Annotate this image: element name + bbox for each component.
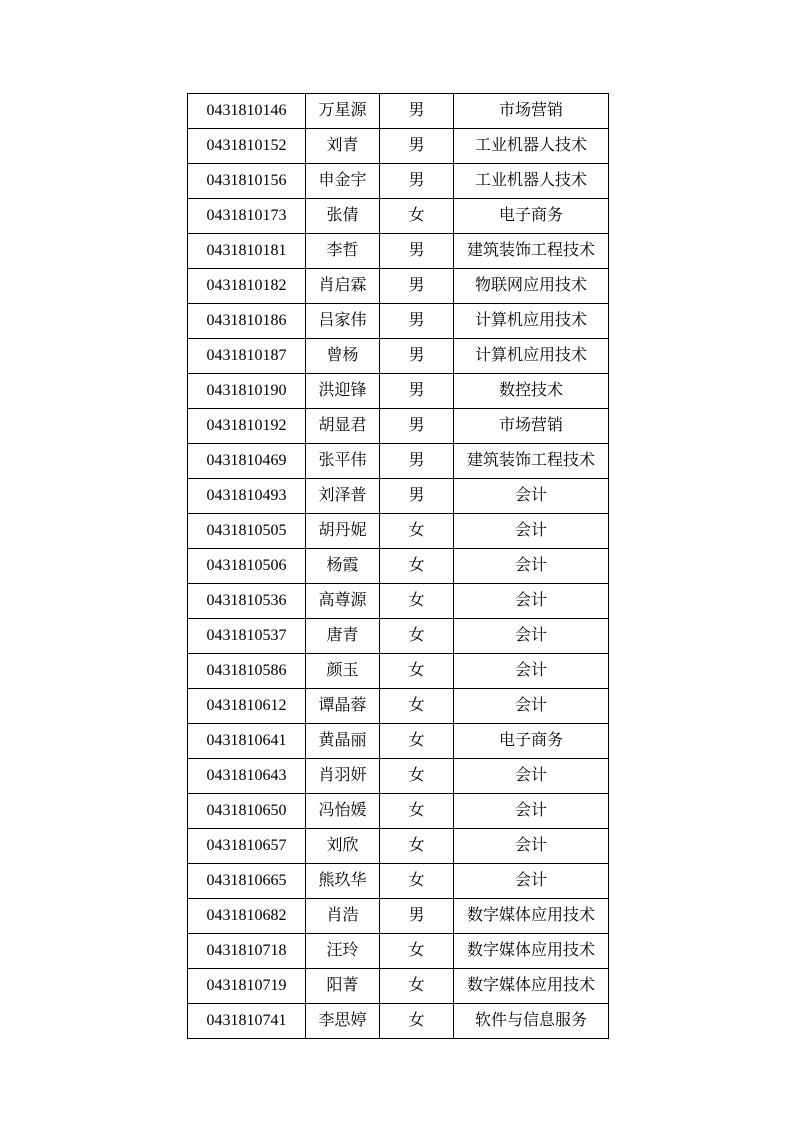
cell-name: 曾杨 <box>306 339 380 374</box>
cell-gender: 女 <box>380 619 454 654</box>
cell-major: 数字媒体应用技术 <box>454 969 609 1004</box>
cell-name: 张倩 <box>306 199 380 234</box>
cell-major: 会计 <box>454 864 609 899</box>
cell-gender: 女 <box>380 1004 454 1039</box>
cell-major: 建筑装饰工程技术 <box>454 444 609 479</box>
cell-name: 谭晶蓉 <box>306 689 380 724</box>
cell-name: 阳菁 <box>306 969 380 1004</box>
cell-student-id: 0431810156 <box>188 164 306 199</box>
cell-major: 市场营销 <box>454 409 609 444</box>
cell-gender: 女 <box>380 549 454 584</box>
cell-major: 建筑装饰工程技术 <box>454 234 609 269</box>
cell-name: 洪迎锋 <box>306 374 380 409</box>
cell-major: 会计 <box>454 829 609 864</box>
cell-gender: 女 <box>380 864 454 899</box>
cell-gender: 男 <box>380 339 454 374</box>
cell-student-id: 0431810650 <box>188 794 306 829</box>
cell-name: 刘泽普 <box>306 479 380 514</box>
cell-gender: 女 <box>380 199 454 234</box>
table-row <box>188 549 609 584</box>
cell-major: 会计 <box>454 759 609 794</box>
cell-student-id: 0431810173 <box>188 199 306 234</box>
table-row <box>188 199 609 234</box>
cell-gender: 男 <box>380 129 454 164</box>
cell-student-id: 0431810186 <box>188 304 306 339</box>
cell-gender: 女 <box>380 654 454 689</box>
table-row <box>188 164 609 199</box>
cell-name: 熊玖华 <box>306 864 380 899</box>
cell-name: 张平伟 <box>306 444 380 479</box>
cell-name: 申金宇 <box>306 164 380 199</box>
cell-major: 工业机器人技术 <box>454 164 609 199</box>
cell-student-id: 0431810192 <box>188 409 306 444</box>
cell-gender: 男 <box>380 94 454 129</box>
cell-gender: 女 <box>380 969 454 1004</box>
cell-major: 市场营销 <box>454 94 609 129</box>
table-row <box>188 864 609 899</box>
cell-name: 万星源 <box>306 94 380 129</box>
cell-name: 杨霞 <box>306 549 380 584</box>
table-row <box>188 339 609 374</box>
cell-name: 颜玉 <box>306 654 380 689</box>
cell-gender: 男 <box>380 234 454 269</box>
cell-student-id: 0431810469 <box>188 444 306 479</box>
table-row <box>188 899 609 934</box>
table-row <box>188 94 609 129</box>
table-row <box>188 969 609 1004</box>
cell-name: 吕家伟 <box>306 304 380 339</box>
cell-major: 会计 <box>454 619 609 654</box>
table-row <box>188 619 609 654</box>
cell-student-id: 0431810181 <box>188 234 306 269</box>
cell-student-id: 0431810643 <box>188 759 306 794</box>
cell-name: 胡丹妮 <box>306 514 380 549</box>
cell-major: 会计 <box>454 654 609 689</box>
cell-major: 会计 <box>454 584 609 619</box>
cell-student-id: 0431810682 <box>188 899 306 934</box>
cell-student-id: 0431810536 <box>188 584 306 619</box>
cell-gender: 男 <box>380 409 454 444</box>
table-row <box>188 934 609 969</box>
cell-name: 肖羽妍 <box>306 759 380 794</box>
cell-name: 肖浩 <box>306 899 380 934</box>
cell-major: 会计 <box>454 549 609 584</box>
cell-major: 物联网应用技术 <box>454 269 609 304</box>
cell-student-id: 0431810493 <box>188 479 306 514</box>
cell-name: 刘欣 <box>306 829 380 864</box>
cell-major: 数字媒体应用技术 <box>454 899 609 934</box>
cell-gender: 女 <box>380 514 454 549</box>
cell-student-id: 0431810187 <box>188 339 306 374</box>
cell-name: 胡显君 <box>306 409 380 444</box>
cell-gender: 男 <box>380 444 454 479</box>
cell-major: 会计 <box>454 479 609 514</box>
cell-name: 汪玲 <box>306 934 380 969</box>
cell-student-id: 0431810641 <box>188 724 306 759</box>
cell-student-id: 0431810718 <box>188 934 306 969</box>
table-row <box>188 514 609 549</box>
student-roster-table <box>187 93 609 1039</box>
cell-gender: 男 <box>380 374 454 409</box>
cell-gender: 男 <box>380 479 454 514</box>
table-row <box>188 689 609 724</box>
cell-student-id: 0431810190 <box>188 374 306 409</box>
cell-gender: 女 <box>380 759 454 794</box>
cell-name: 高尊源 <box>306 584 380 619</box>
cell-student-id: 0431810719 <box>188 969 306 1004</box>
cell-major: 会计 <box>454 794 609 829</box>
cell-gender: 女 <box>380 724 454 759</box>
table-row <box>188 479 609 514</box>
cell-major: 计算机应用技术 <box>454 304 609 339</box>
table-row <box>188 234 609 269</box>
cell-student-id: 0431810665 <box>188 864 306 899</box>
cell-student-id: 0431810537 <box>188 619 306 654</box>
table-row <box>188 269 609 304</box>
cell-name: 黄晶丽 <box>306 724 380 759</box>
cell-student-id: 0431810146 <box>188 94 306 129</box>
table-row <box>188 129 609 164</box>
table-row <box>188 654 609 689</box>
roster-body <box>188 94 609 1039</box>
cell-gender: 男 <box>380 899 454 934</box>
table-row <box>188 584 609 619</box>
cell-major: 会计 <box>454 514 609 549</box>
cell-gender: 女 <box>380 794 454 829</box>
cell-name: 唐青 <box>306 619 380 654</box>
cell-gender: 女 <box>380 689 454 724</box>
cell-gender: 男 <box>380 164 454 199</box>
cell-student-id: 0431810586 <box>188 654 306 689</box>
cell-gender: 女 <box>380 934 454 969</box>
cell-major: 计算机应用技术 <box>454 339 609 374</box>
cell-student-id: 0431810657 <box>188 829 306 864</box>
cell-name: 肖启霖 <box>306 269 380 304</box>
cell-major: 数字媒体应用技术 <box>454 934 609 969</box>
cell-gender: 女 <box>380 829 454 864</box>
table-row <box>188 444 609 479</box>
cell-major: 工业机器人技术 <box>454 129 609 164</box>
table-row <box>188 759 609 794</box>
cell-gender: 女 <box>380 584 454 619</box>
table-row <box>188 794 609 829</box>
cell-student-id: 0431810612 <box>188 689 306 724</box>
cell-major: 电子商务 <box>454 199 609 234</box>
cell-major: 软件与信息服务 <box>454 1004 609 1039</box>
cell-major: 电子商务 <box>454 724 609 759</box>
table-row <box>188 724 609 759</box>
cell-name: 李哲 <box>306 234 380 269</box>
cell-major: 数控技术 <box>454 374 609 409</box>
table-row <box>188 304 609 339</box>
cell-student-id: 0431810182 <box>188 269 306 304</box>
cell-name: 李思婷 <box>306 1004 380 1039</box>
cell-major: 会计 <box>454 689 609 724</box>
table-row <box>188 374 609 409</box>
cell-gender: 男 <box>380 269 454 304</box>
cell-student-id: 0431810506 <box>188 549 306 584</box>
cell-student-id: 0431810152 <box>188 129 306 164</box>
cell-student-id: 0431810741 <box>188 1004 306 1039</box>
table-row <box>188 1004 609 1039</box>
cell-name: 冯怡媛 <box>306 794 380 829</box>
table-row <box>188 829 609 864</box>
cell-gender: 男 <box>380 304 454 339</box>
cell-name: 刘青 <box>306 129 380 164</box>
cell-student-id: 0431810505 <box>188 514 306 549</box>
table-row <box>188 409 609 444</box>
